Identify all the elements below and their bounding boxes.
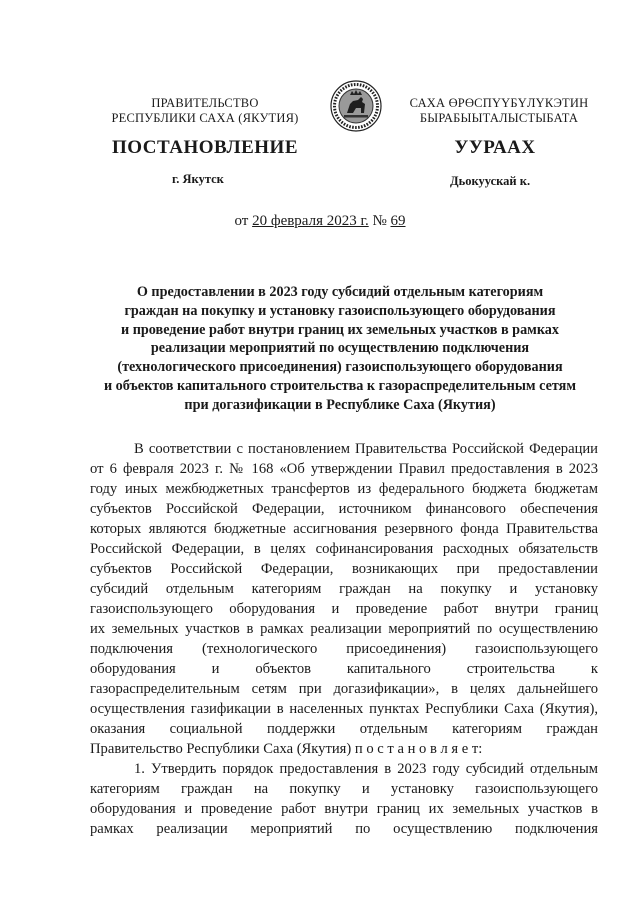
body-line: оборудования и объектов капитального строительства к	[90, 661, 598, 677]
body-line: субсидий отдельным категориям граждан на покупку и установку	[90, 581, 598, 597]
title-line: и проведение работ внутри границ их земельных участков в рамках	[121, 321, 559, 338]
body-line: Российской Федерации, в целях софинансирования расходных обязательств	[90, 541, 598, 557]
document-date: 20 февраля 2023 г.	[252, 213, 369, 229]
document-body	[90, 439, 598, 839]
issuer-line: ПРАВИТЕЛЬСТВО	[151, 96, 259, 110]
body-line: оказания социальной поддержки отдельным категориям граждан	[90, 721, 598, 737]
body-line: субъектов Российской Федерации, возникающих при предоставлении	[90, 561, 598, 577]
body-line: осуществления газификации в населенных пунктах Республики Саха (Якутия),	[90, 701, 598, 717]
title-line: (технологического присоединения) газоиспользующего оборудования	[117, 359, 563, 376]
body-line: рамках реализации мероприятий по осуществлению подключения	[90, 821, 598, 837]
body-line: от 6 февраля 2023 г. № 168 «Об утверждении Правил предоставления в 2023	[90, 461, 598, 477]
date-prefix: от	[234, 213, 249, 229]
doc-type-ru: ПОСТАНОВЛЕНИЕ	[111, 137, 299, 158]
body-line: году иных межбюджетных трансфертов из федерального бюджета бюджетам	[90, 481, 598, 497]
issuer-header-ru	[90, 96, 320, 126]
doc-type-sah: УУРААХ	[454, 137, 536, 158]
issuer-line: БЫРАБЫЫТАЛЫСТЫБАТА	[419, 111, 579, 125]
date-number-line	[0, 213, 640, 230]
title-line: граждан на покупку и установку газоиспользующего оборудования	[124, 302, 556, 319]
issuer-header-sah	[384, 96, 614, 126]
title-line: О предоставлении в 2023 году субсидий отдельным категориям	[136, 284, 544, 300]
document-number: 69	[390, 213, 406, 229]
body-line: оборудования и проведение работ внутри границ их земельных участков в	[90, 801, 598, 817]
body-line: категориям граждан на покупку и установку газоиспользующего	[90, 781, 598, 797]
body-line: 1. Утвердить порядок предоставления в 2023 году субсидий отдельным	[134, 761, 598, 777]
city-sah: Дьокуускай к.	[450, 174, 531, 188]
body-line: подключения (технологического присоединения) газоиспользующего	[90, 641, 598, 657]
body-line: Правительство Республики Саха (Якутия) п о с т а н о в л я е т:	[90, 741, 483, 757]
title-line: при догазификации в Республике Саха (Якутия)	[184, 396, 496, 413]
body-line: которых являются бюджетные ассигнования резервного фонда Правительства	[90, 521, 598, 537]
body-line: их земельных участков в рамках реализации мероприятий по осуществлению	[90, 621, 598, 637]
issuer-line: РЕСПУБЛИКИ САХА (ЯКУТИЯ)	[111, 111, 299, 125]
body-line: субъектов Российской Федерации, источником финансового обеспечения	[90, 501, 598, 517]
title-line: реализации мероприятий по осуществлению подключения	[150, 340, 530, 357]
title-line: и объектов капитального строительства к газораспределительным сетям	[103, 377, 577, 394]
document-title	[60, 283, 620, 415]
body-line: газораспределительным сетям при догазификации», в целях дальнейшего	[90, 681, 598, 697]
body-line: газоиспользующего оборудования и проведение работ внутри границ	[90, 601, 598, 617]
issuer-line: САХА ӨРӨСПҮҮБҮЛҮКЭТИН	[409, 96, 589, 110]
body-line: В соответствии с постановлением Правительства Российской Федерации	[134, 441, 598, 457]
sakha-coat-of-arms-icon	[330, 80, 382, 132]
number-prefix: №	[372, 213, 387, 229]
city-ru: г. Якутск	[172, 172, 224, 186]
